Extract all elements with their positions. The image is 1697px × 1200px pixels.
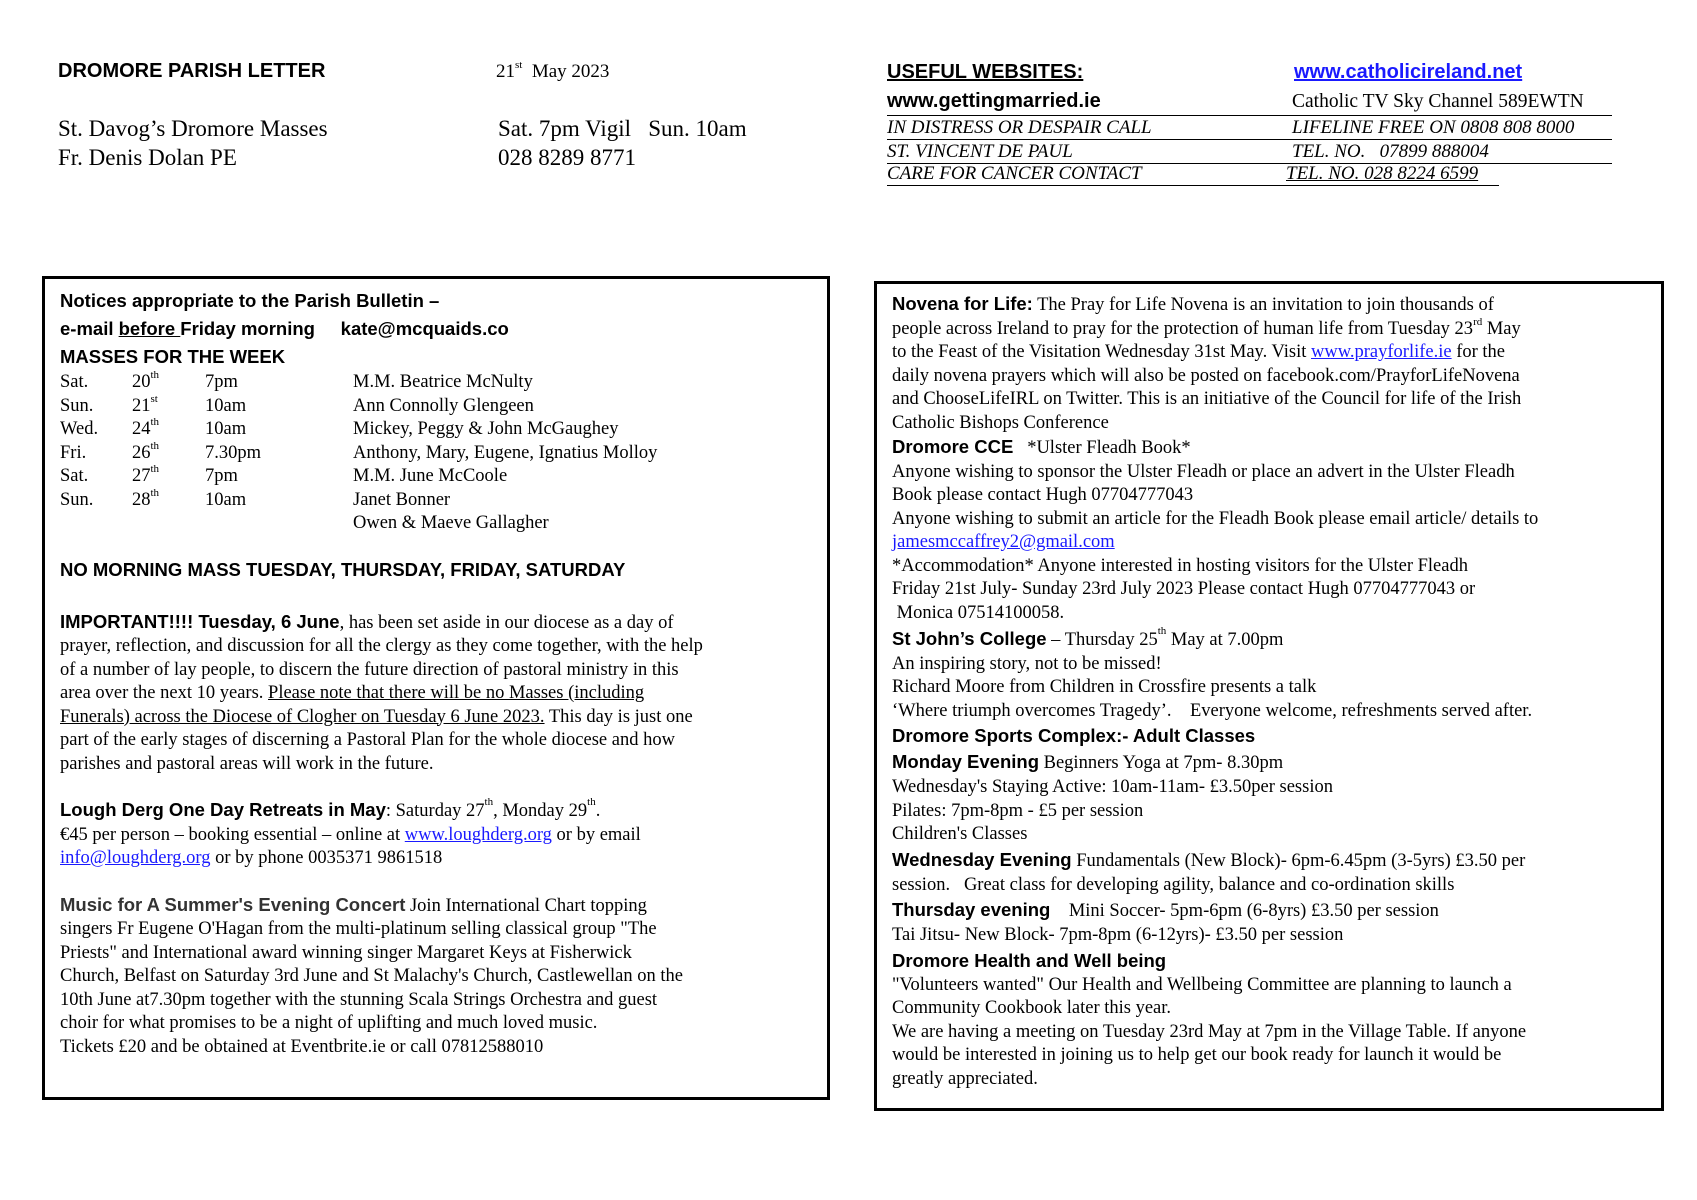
mass-date-cell — [132, 371, 159, 395]
mass-date: 28 — [132, 489, 151, 510]
mass-intention: Ann Connolly Glengeen — [353, 395, 534, 416]
gettingmarried-website: www.gettingmarried.ie — [887, 90, 1101, 112]
right-notices-box — [874, 281, 1664, 1111]
mass-date-suffix: th — [150, 439, 160, 452]
svdp-label: ST. VINCENT DE PAUL — [887, 141, 1073, 162]
masses-church-line: St. Davog’s Dromore Masses — [58, 116, 328, 141]
health-wellbeing-notice: Dromore Health and Well being "Volunteers wanted" Our Health and Wellbeing Committee are planning to launch a Community Cookbook later this year. We are having a meeting on Tuesday 23rd May at 7pm in the Village Table. If anyone would be interested in joining us to help get our book ready for launch it would be greatly appreciated. — [892, 949, 1527, 1089]
mass-time: 10am — [205, 395, 247, 416]
mass-day: Sun. — [60, 489, 94, 510]
novena-notice: Novena for Life: The Pray for Life Novena is an invitation to join thousands of people across Ireland to pray for the protection of human life from Tuesday 23rd May to the Feast of the Visitation Wednesday 31st May. Visit www.prayforlife.ie for the daily novena prayers which will also be posted on facebook.com/PrayforLifeNovena and ChooseLifeIRL on Twitter. This is an initiative of the Council for life of the Irish Catholic Bishops Conference — [892, 293, 1522, 433]
mass-time: 7pm — [205, 372, 238, 392]
concert-notice: Music for A Summer's Evening Concert Join International Chart topping singers Fr Eugene O'Hagan from the multi-platinum selling classical group "The Priests" and International award winning singer Margaret Keys at Fisherwick Church, Belfast on Saturday 3rd June and St Malachy's Church, Castlewellan on the 10th June at7.30pm together with the stunning Scala Strings Orchestra and guest choir for what promises to be a night of uplifting and much loved music. Tickets £20 and be obtained at Eventbrite.ie or call 07812588010 — [60, 893, 683, 1057]
catholic-tv-info: Catholic TV Sky Channel 589EWTN — [1292, 91, 1584, 112]
mass-day: Sat. — [60, 372, 89, 392]
mass-date-cell — [132, 486, 160, 513]
mass-time: 7.30pm — [205, 442, 262, 463]
loughderg-email-link[interactable]: info@loughderg.org — [60, 848, 211, 868]
mass-row — [60, 371, 820, 395]
st-johns-notice: St John’s College – Thursday 25th May at 7.00pm An inspiring story, not to be missed! Richard Moore from Children in Crossfire presents a talk ‘Where triumph overcomes Tragedy’. Everyone welcome, refreshments served after. — [892, 625, 1533, 721]
cce-notice: Dromore CCE *Ulster Fleadh Book* Anyone wishing to sponsor the Ulster Fleadh or place an advert in the Ulster Fleadh Book please contact Hugh 07704777043 Anyone wishing to submit an article for the Fleadh Book please email article/ details to jamesmccaffrey2@gmail.com *Accommodation* Anyone interested in hosting visitors for the Ulster Fleadh Friday 21st July- Sunday 23rd July 2023 Please contact Hugh 07704777043 or Monica 07514100058. — [892, 436, 1539, 623]
divider-line — [887, 139, 1612, 140]
left-notices-box — [42, 276, 830, 1100]
mass-row — [60, 486, 820, 513]
mass-date-suffix: st — [150, 392, 158, 405]
mass-time: 7pm — [205, 466, 238, 486]
mass-day: Wed. — [60, 419, 99, 439]
mass-day: Sun. — [60, 395, 94, 416]
mass-row — [60, 418, 820, 442]
useful-websites-heading: USEFUL WEBSITES: — [887, 61, 1084, 83]
mass-intention: Janet Bonner — [353, 489, 451, 510]
mass-intention: M.M. June McCoole — [353, 466, 508, 486]
mass-date-cell — [132, 465, 159, 489]
priest-name: Fr. Denis Dolan PE — [58, 145, 237, 170]
mass-day: Sat. — [60, 466, 89, 486]
mass-intention: Mickey, Peggy & John McGaughey — [353, 419, 619, 439]
mass-row — [60, 392, 820, 419]
catholicireland-link[interactable]: www.catholicireland.net — [1294, 61, 1523, 83]
important-notice: IMPORTANT!!!! Tuesday, 6 June, has been set aside in our diocese as a day of prayer, reflection, and discussion for all the clergy as they come together, with the help of a number of lay people, to discern the future direction of pastoral ministry in this area over the next 10 years. Please note that there will be no Masses (including Funerals) across the Diocese of Clogher on Tuesday 6 June 2023. This day is just one part of the early stages of discerning a Pastoral Plan for the whole diocese and how parishes and pastoral areas will work in the future. — [60, 610, 703, 774]
loughderg-link[interactable]: www.loughderg.org — [404, 824, 552, 845]
lough-derg-notice: Lough Derg One Day Retreats in May: Saturday 27th, Monday 29th. €45 per person – booking essential – online at www.loughderg.org or by email info@loughderg.org or by phone 0035371 9861518 — [60, 796, 641, 868]
no-morning-mass-notice: NO MORNING MASS TUESDAY, THURSDAY, FRIDAY, SATURDAY — [60, 558, 626, 580]
lifeline-number: LIFELINE FREE ON 0808 808 8000 — [1292, 117, 1575, 138]
mass-date: 26 — [132, 442, 151, 463]
svdp-number: TEL. NO. 07899 888004 — [1292, 141, 1489, 162]
prayforlife-link[interactable]: www.prayforlife.ie — [1311, 342, 1452, 362]
mass-date: 21 — [132, 395, 151, 416]
divider-line — [887, 185, 1499, 186]
mass-date: 20 — [132, 372, 151, 392]
letter-title: DROMORE PARISH LETTER — [58, 60, 326, 82]
parish-phone: 028 8289 8771 — [498, 145, 636, 170]
mass-date-suffix: th — [150, 486, 160, 499]
cancer-label: CARE FOR CANCER CONTACT — [887, 163, 1142, 184]
notices-heading: Notices appropriate to the Parish Bulletin – — [60, 290, 440, 311]
letter-date: 21st May 2023 — [496, 59, 610, 82]
mass-date: 24 — [132, 419, 151, 439]
mass-day: Fri. — [60, 442, 87, 463]
mass-time: 10am — [205, 489, 247, 510]
mass-date-cell — [132, 439, 160, 466]
divider-line — [887, 115, 1612, 116]
cce-email-link[interactable]: jamesmccaffrey2@gmail.com — [892, 532, 1115, 552]
mass-date: 27 — [132, 466, 151, 486]
cancer-number: TEL. NO. 028 8224 6599 — [1286, 163, 1479, 184]
mass-time: 10am — [205, 419, 247, 439]
mass-intention: M.M. Beatrice McNulty — [353, 372, 533, 392]
mass-date-suffix: th — [150, 416, 160, 428]
distress-label: IN DISTRESS OR DESPAIR CALL — [887, 117, 1152, 138]
email-line: e-mail before Friday morning kate@mcquaids.co — [60, 318, 509, 339]
mass-intention: Anthony, Mary, Eugene, Ignatius Molloy — [353, 442, 658, 463]
masses-times: Sat. 7pm Vigil Sun. 10am — [498, 116, 747, 141]
sports-complex-notice: Dromore Sports Complex:- Adult Classes Monday Evening Beginners Yoga at 7pm- 8.30pm Wednesday's Staying Active: 10am-11am- £3.50per session Pilates: 7pm-8pm - £5 per session Children's Classes Wednesday Evening Fundamentals (New Block)- 6pm-6.45pm (3-5yrs) £3.50 per session. Great class for developing agility, balance and co-ordination skills Thursday evening Mini Soccer- 5pm-6pm (6-8yrs) £3.50 per session Tai Jitsu- New Block- 7pm-8pm (6-12yrs)- £3.50 per session — [892, 725, 1526, 945]
mass-date-cell — [132, 392, 158, 419]
mass-date-suffix: th — [150, 463, 160, 475]
notices-email[interactable]: kate@mcquaids.co — [340, 318, 509, 339]
mass-row — [60, 465, 820, 489]
mass-row — [60, 512, 820, 536]
masses-heading: MASSES FOR THE WEEK — [60, 346, 286, 367]
mass-date-suffix: th — [150, 369, 160, 381]
mass-row — [60, 439, 820, 466]
mass-date-cell — [132, 418, 159, 442]
mass-intention: Owen & Maeve Gallagher — [353, 513, 549, 533]
masses-table — [60, 371, 820, 536]
